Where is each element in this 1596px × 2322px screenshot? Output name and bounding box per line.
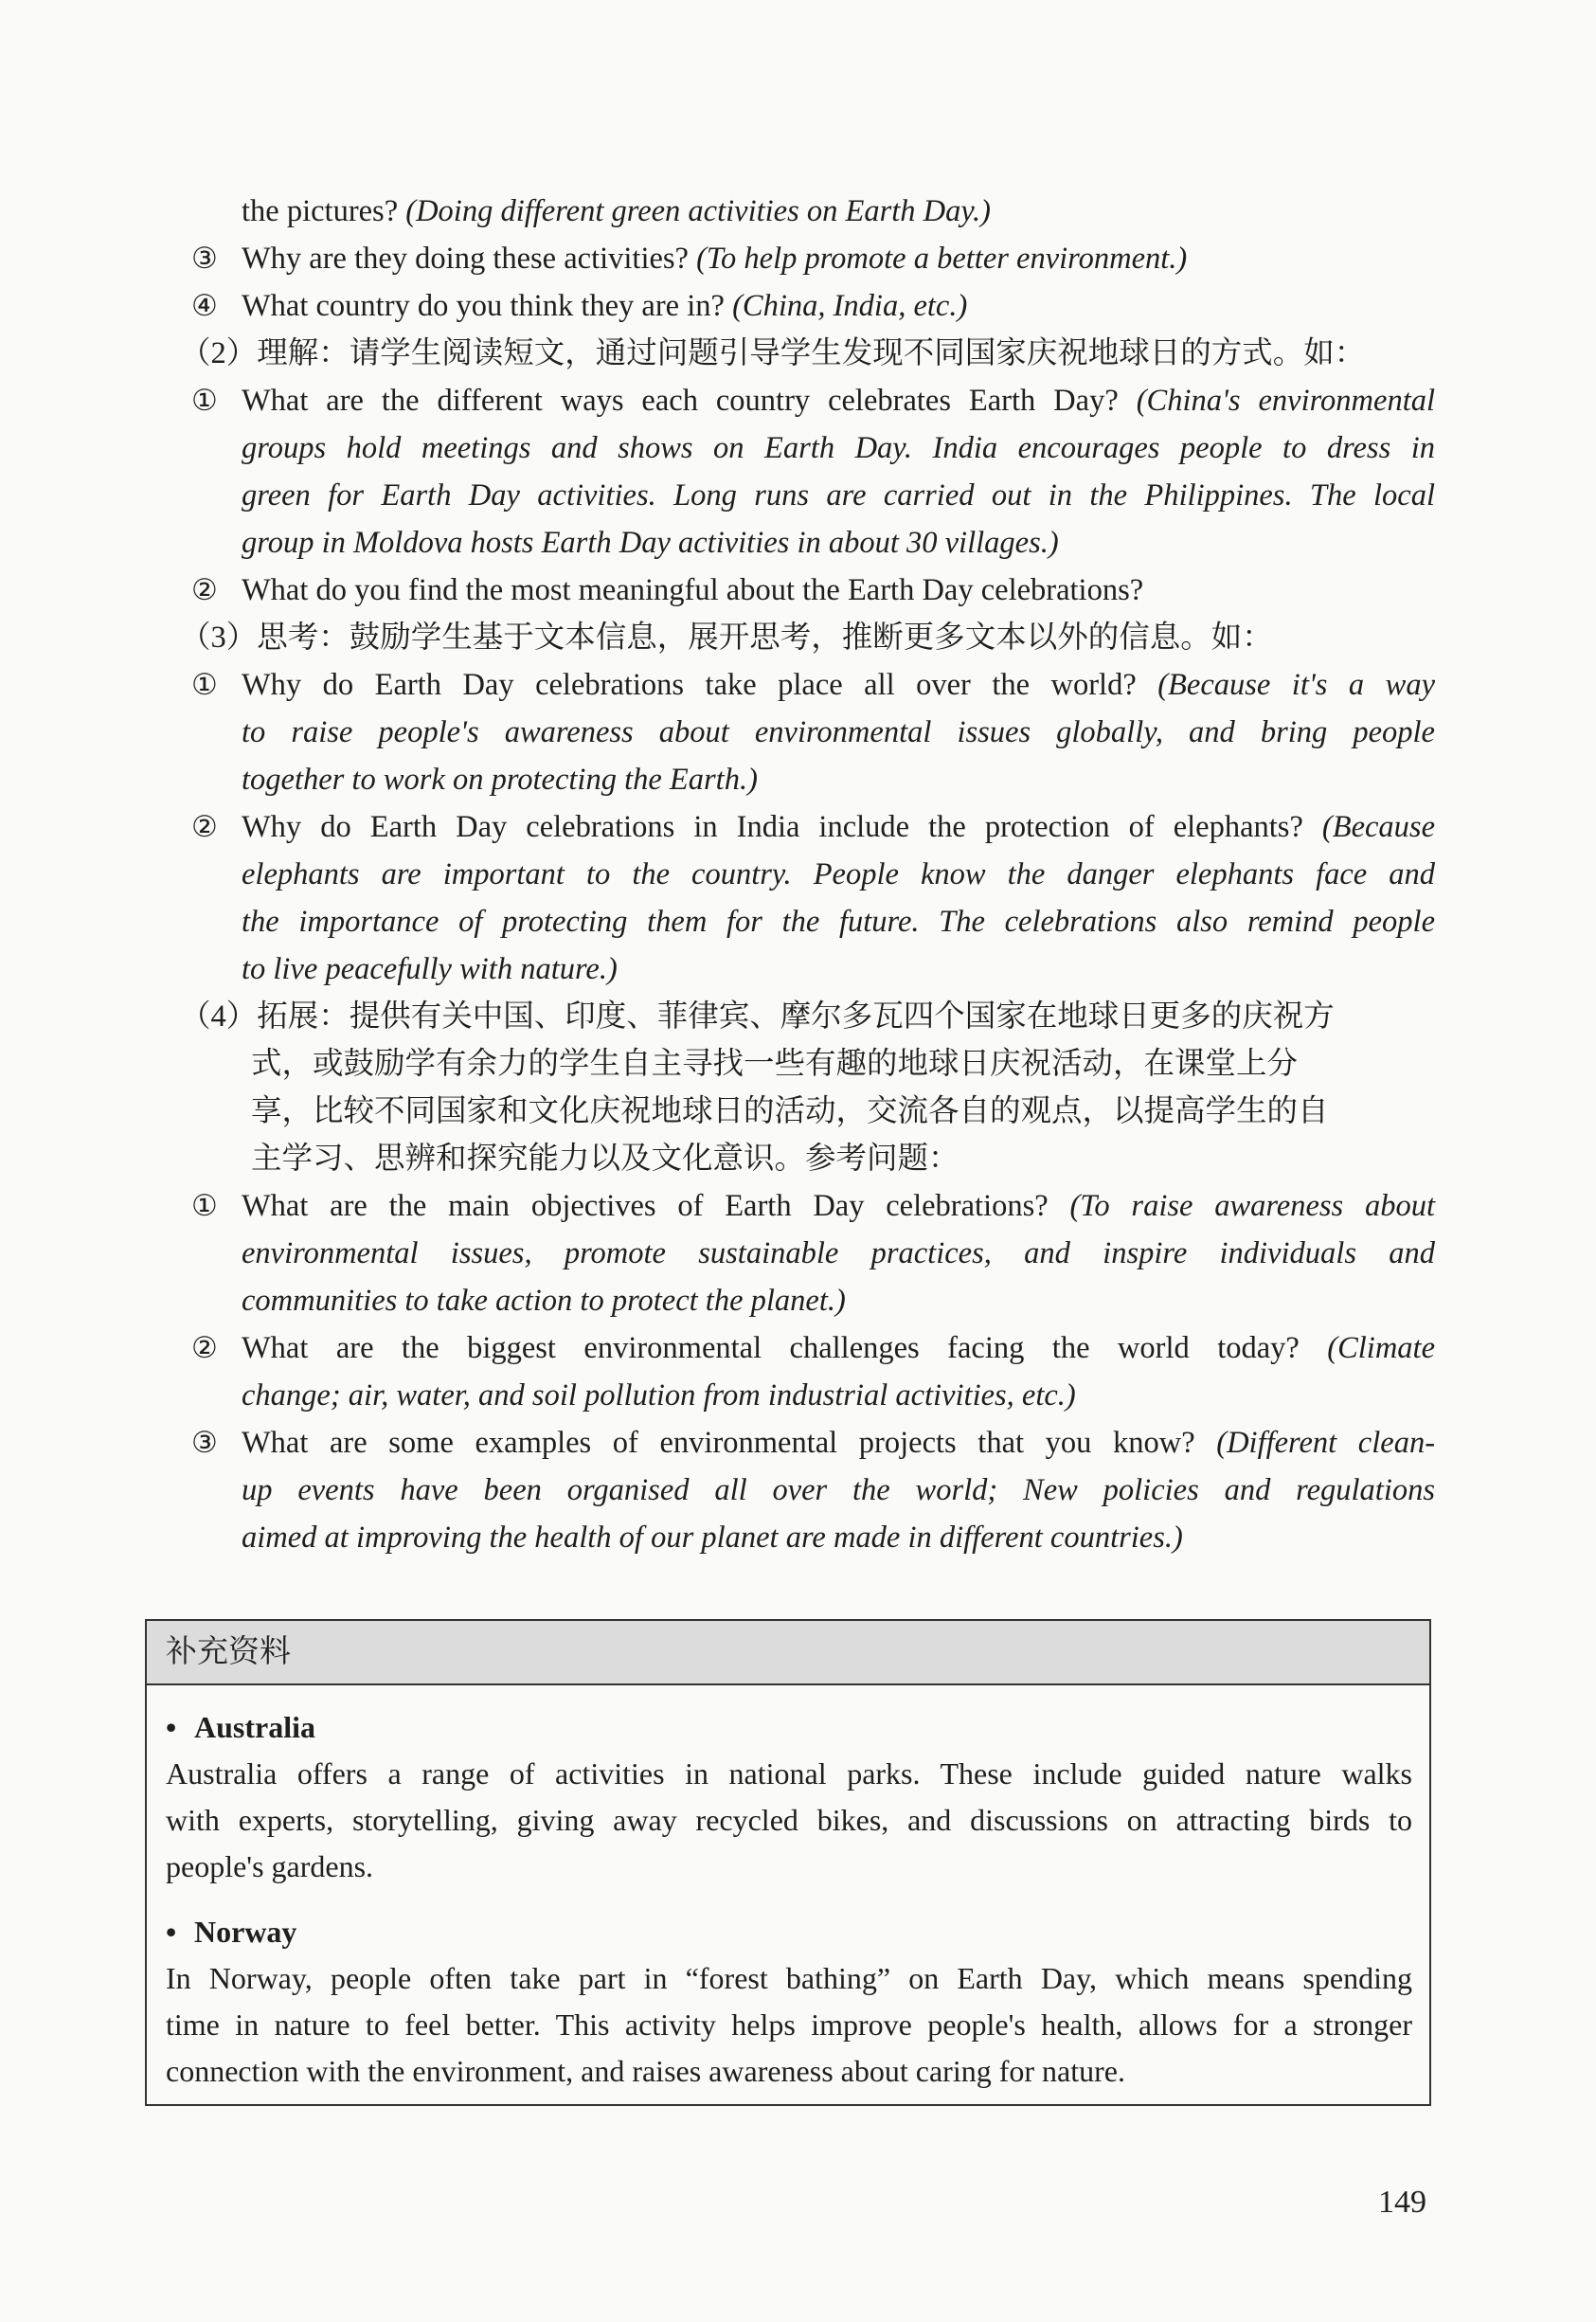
answer-text: environmental issues, promote sustainable practices, and inspire individuals and: [242, 1236, 1435, 1270]
question-text: What country do you think they are in?: [242, 289, 725, 323]
question-text: What are some examples of environmental projects that you know?: [242, 1426, 1195, 1460]
answer-text: (Climate: [1327, 1331, 1436, 1365]
answer-text: (China, India, etc.): [732, 289, 968, 323]
section-line: （4）拓展：提供有关中国、印度、菲律宾、摩尔多瓦四个国家在地球日更多的庆祝方: [180, 999, 1335, 1034]
question-item: [189, 282, 1435, 330]
question-text: the pictures?: [242, 194, 399, 228]
australia-paragraph: [166, 1751, 1412, 1890]
page-number: 149: [1378, 2185, 1426, 2220]
answer-text: (Doing different green activities on Earth Day.): [405, 194, 991, 228]
circled-number: ①: [191, 668, 218, 702]
australia-title: Australia: [194, 1710, 315, 1744]
section-heading-4: [180, 993, 1435, 1182]
answer-text: groups hold meetings and shows on Earth Day. India encourages people to dress in: [242, 431, 1435, 465]
bullet-icon: •: [166, 1710, 177, 1744]
question-text: Why do Earth Day celebrations in India include the protection of elephants?: [242, 810, 1303, 844]
answer-text: up events have been organised all over the world; New policies and regulations: [242, 1473, 1435, 1507]
paragraph-line: people's gardens.: [166, 1849, 374, 1883]
answer-text: to live peacefully with nature.): [242, 952, 618, 986]
answer-text: (To raise awareness about: [1069, 1189, 1436, 1223]
question-text: What are the different ways each country celebrates Earth Day?: [242, 384, 1119, 418]
section-heading-3: （3）思考：鼓励学生基于文本信息，展开思考，推断更多文本以外的信息。如：: [180, 621, 1273, 655]
supplement-body: [147, 1685, 1429, 2095]
answer-text: aimed at improving the health of our planet are made in different countries.): [242, 1521, 1183, 1555]
section-line: 式，或鼓励学有余力的学生自主寻找一些有趣的地球日庆祝活动，在课堂上分: [251, 1047, 1299, 1081]
answer-text: elephants are important to the country. People know the danger elephants face and: [242, 857, 1435, 891]
paragraph-line: Australia offers a range of activities in national parks. These include guided nature walks: [166, 1756, 1412, 1791]
question-item: [189, 567, 1435, 614]
answer-text: group in Moldova hosts Earth Day activities in about 30 villages.): [242, 526, 1059, 560]
question-item: [189, 377, 1435, 567]
norway-paragraph: [166, 1955, 1412, 2095]
question-text: What are the biggest environmental challenges facing the world today?: [242, 1331, 1300, 1365]
question-text: What are the main objectives of Earth Day celebrations?: [242, 1189, 1049, 1223]
question-item: [189, 235, 1435, 282]
circled-number: ③: [191, 1426, 218, 1460]
question-continuation: [189, 188, 1435, 235]
answer-text: to raise people's awareness about environmental issues globally, and bring people: [242, 715, 1435, 749]
circled-number: ②: [191, 1331, 218, 1365]
answer-text: (Different clean-: [1216, 1426, 1436, 1460]
answer-text: change; air, water, and soil pollution from industrial activities, etc.): [242, 1378, 1076, 1413]
paragraph-line: time in nature to feel better. This activity helps improve people's health, allows for a stronger: [166, 2007, 1412, 2042]
answer-text: communities to take action to protect the planet.): [242, 1284, 846, 1318]
circled-number: ①: [191, 384, 218, 418]
question-item: [189, 1419, 1435, 1561]
circled-number: ③: [191, 242, 218, 276]
paragraph-line: connection with the environment, and raises awareness about caring for nature.: [166, 2054, 1125, 2088]
circled-number: ②: [191, 810, 218, 844]
answer-text: (Because it's a way: [1157, 668, 1435, 702]
question-text: Why are they doing these activities?: [242, 242, 689, 276]
norway-heading: [166, 1909, 1412, 1955]
section-line: 享，比较不同国家和文化庆祝地球日的活动，交流各自的观点，以提高学生的自: [251, 1094, 1329, 1128]
bullet-icon: •: [166, 1915, 177, 1949]
paragraph-line: with experts, storytelling, giving away recycled bikes, and discussions on attracting birds to: [166, 1803, 1412, 1837]
norway-title: Norway: [194, 1915, 297, 1949]
answer-text: together to work on protecting the Earth.): [242, 763, 758, 797]
circled-number: ④: [191, 289, 218, 323]
circled-number: ②: [191, 573, 218, 607]
section-heading-2: （2）理解：请学生阅读短文，通过问题引导学生发现不同国家庆祝地球日的方式。如：: [180, 336, 1366, 370]
question-text: Why do Earth Day celebrations take place all over the world?: [242, 668, 1137, 702]
paragraph-line: In Norway, people often take part in “forest bathing” on Earth Day, which means spending: [166, 1961, 1412, 1995]
supplement-title: 补充资料: [147, 1621, 1429, 1685]
question-item: [189, 803, 1435, 993]
answer-text: (China's environmental: [1136, 384, 1436, 418]
question-item: [189, 1182, 1435, 1324]
question-item: [189, 661, 1435, 803]
answer-text: (Because: [1321, 810, 1436, 844]
answer-text: the importance of protecting them for the future. The celebrations also remind people: [242, 905, 1435, 939]
lesson-guide-text: [180, 188, 1436, 1561]
supplement-box: [145, 1619, 1431, 2106]
question-item: [189, 1324, 1435, 1419]
section-line: 主学习、思辨和探究能力以及文化意识。参考问题：: [251, 1142, 959, 1176]
answer-text: (To help promote a better environment.): [696, 242, 1188, 276]
question-text: What do you find the most meaningful about the Earth Day celebrations?: [242, 573, 1144, 607]
circled-number: ①: [191, 1189, 218, 1223]
australia-heading: [166, 1704, 1412, 1751]
answer-text: green for Earth Day activities. Long runs are carried out in the Philippines. The local: [242, 478, 1435, 513]
